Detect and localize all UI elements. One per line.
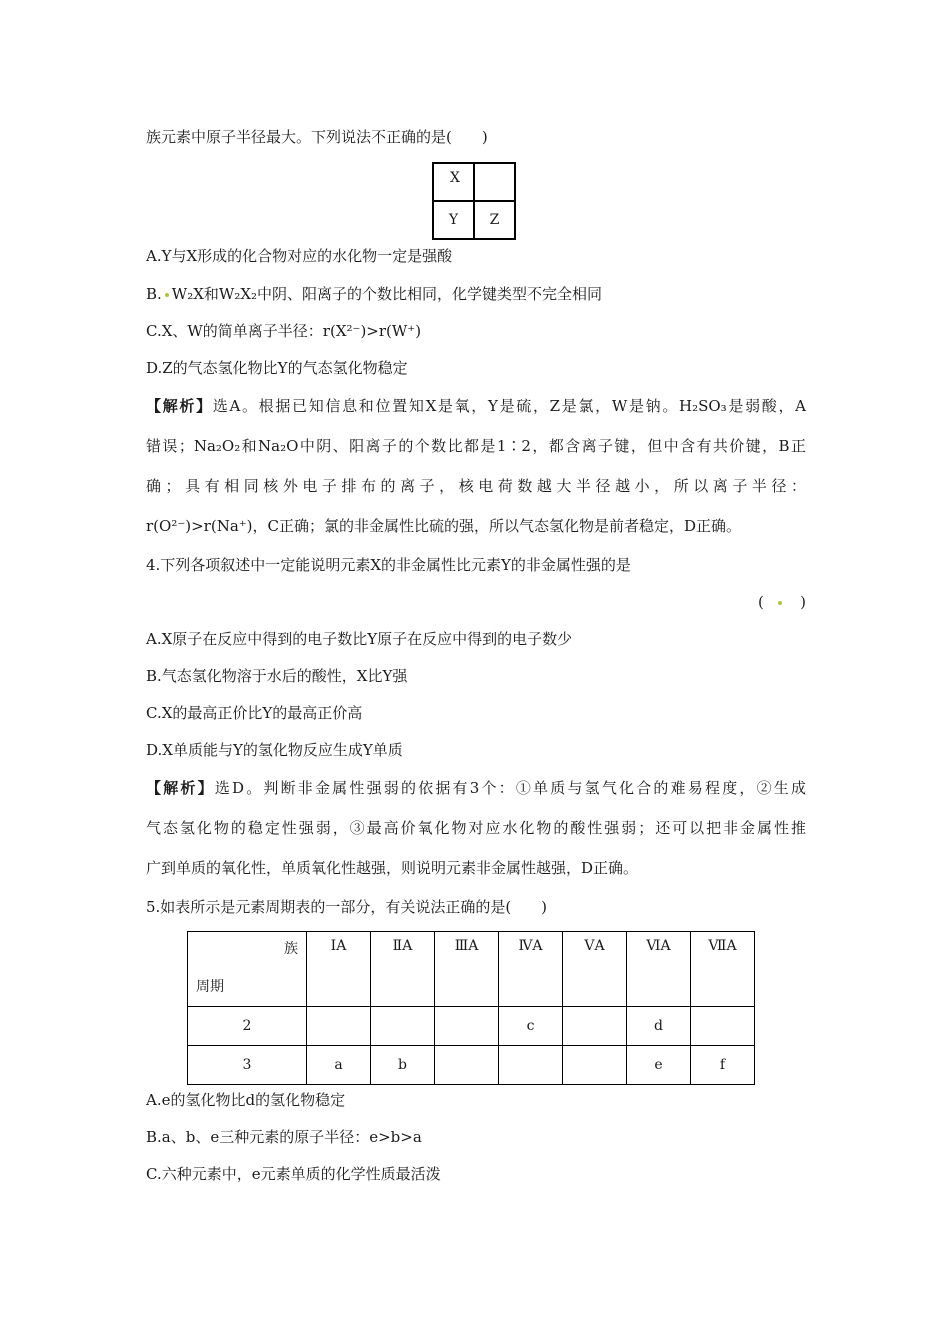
group-header: ⅢA — [435, 932, 499, 1007]
period-label: 2 — [188, 1007, 307, 1046]
group-header: ⅣA — [499, 932, 563, 1007]
xyz-position-grid — [432, 162, 516, 240]
stray-dot-mark — [778, 601, 782, 605]
q3-option-a: A.Y与X形成的化合物对应的水化物一定是强酸 — [146, 247, 453, 265]
grid-cell-y: Y — [433, 201, 474, 239]
q3-option-c: C.X、W的简单离子半径：r(X²⁻)>r(W⁺) — [146, 322, 422, 340]
element-cell — [499, 1046, 563, 1085]
bracket-right: ) — [800, 593, 806, 611]
stray-dot-mark — [165, 293, 169, 297]
grid-cell-empty — [474, 163, 515, 201]
q5-option-a: A.e的氢化物比d的氢化物稳定 — [146, 1091, 346, 1109]
element-cell — [435, 1046, 499, 1085]
q4-option-c: C.X的最高正价比Y的最高正价高 — [146, 704, 363, 722]
element-cell: b — [371, 1046, 435, 1085]
group-header: ⅡA — [371, 932, 435, 1007]
corner-period-label: 周期 — [196, 979, 224, 995]
periodic-table-fragment — [187, 931, 755, 1085]
bracket-left: ( — [758, 593, 764, 611]
grid-cell-x: X — [433, 163, 474, 201]
analysis-tag: 【解析】 — [146, 397, 213, 415]
table-corner-cell — [188, 932, 307, 1007]
question-3-stem-tail: 族元素中原子半径最大。下列说法不正确的是( ) — [146, 128, 488, 146]
option-b-text: W₂X和W₂X₂中阴、阳离子的个数比相同，化学键类型不完全相同 — [171, 285, 603, 303]
q4-analysis-line-1 — [146, 778, 806, 798]
element-cell — [691, 1007, 755, 1046]
element-cell — [307, 1007, 371, 1046]
q3-analysis-line-3: 确；具有相同核外电子排布的离子，核电荷数越大半径越小，所以离子半径： — [146, 477, 806, 495]
element-cell — [563, 1046, 627, 1085]
analysis-text: 选D。判断非金属性强弱的依据有3个：①单质与氢气化合的难易程度，②生成 — [214, 779, 806, 797]
analysis-tag: 【解析】 — [146, 779, 215, 797]
grid-cell-z: Z — [474, 201, 515, 239]
period-label: 3 — [188, 1046, 307, 1085]
table-row — [188, 1046, 755, 1085]
q4-analysis-line-3: 广到单质的氧化性，单质氧化性越强，则说明元素非金属性越强，D正确。 — [146, 859, 639, 877]
element-cell: f — [691, 1046, 755, 1085]
element-cell: a — [307, 1046, 371, 1085]
element-cell: e — [627, 1046, 691, 1085]
element-cell — [371, 1007, 435, 1046]
q4-option-b: B.气态氢化物溶于水后的酸性，X比Y强 — [146, 667, 408, 685]
analysis-text: 选A。根据已知信息和位置知X是氧，Y是硫，Z是氯，W是钠。H₂SO₃是弱酸，A — [212, 397, 806, 415]
element-cell — [563, 1007, 627, 1046]
q4-option-a: A.X原子在反应中得到的电子数比Y原子在反应中得到的电子数少 — [146, 630, 573, 648]
q4-answer-bracket — [758, 593, 806, 613]
group-header: ⅤA — [563, 932, 627, 1007]
group-header: ⅠA — [307, 932, 371, 1007]
element-cell: d — [627, 1007, 691, 1046]
option-b-prefix: B. — [146, 285, 162, 303]
q5-option-c: C.六种元素中，e元素单质的化学性质最活泼 — [146, 1165, 441, 1183]
q3-option-b — [146, 284, 602, 304]
q3-analysis-line-2: 错误；Na₂O₂和Na₂O中阴、阳离子的个数比都是1∶2，都含离子键，但中含有共价键，B正 — [146, 437, 806, 455]
question-5-stem: 5.如表所示是元素周期表的一部分，有关说法正确的是( ) — [146, 898, 548, 916]
q3-option-d: D.Z的气态氢化物比Y的气态氢化物稳定 — [146, 359, 408, 377]
question-4-stem: 4.下列各项叙述中一定能说明元素X的非金属性比元素Y的非金属性强的是 — [146, 556, 631, 574]
table-row — [188, 1007, 755, 1046]
q5-option-b: B.a、b、e三种元素的原子半径：e>b>a — [146, 1128, 422, 1146]
group-header: ⅥA — [627, 932, 691, 1007]
group-header: ⅦA — [691, 932, 755, 1007]
corner-group-label: 族 — [284, 941, 298, 957]
q4-analysis-line-2: 气态氢化物的稳定性强弱，③最高价氧化物对应水化物的酸性强弱；还可以把非金属性推 — [146, 819, 806, 837]
q4-option-d: D.X单质能与Y的氢化物反应生成Y单质 — [146, 741, 403, 759]
element-cell: c — [499, 1007, 563, 1046]
q3-analysis-line-1 — [146, 396, 806, 416]
element-cell — [435, 1007, 499, 1046]
q3-analysis-line-4: r(O²⁻)>r(Na⁺)，C正确；氯的非金属性比硫的强，所以气态氢化物是前者稳定，D正确。 — [146, 517, 742, 535]
